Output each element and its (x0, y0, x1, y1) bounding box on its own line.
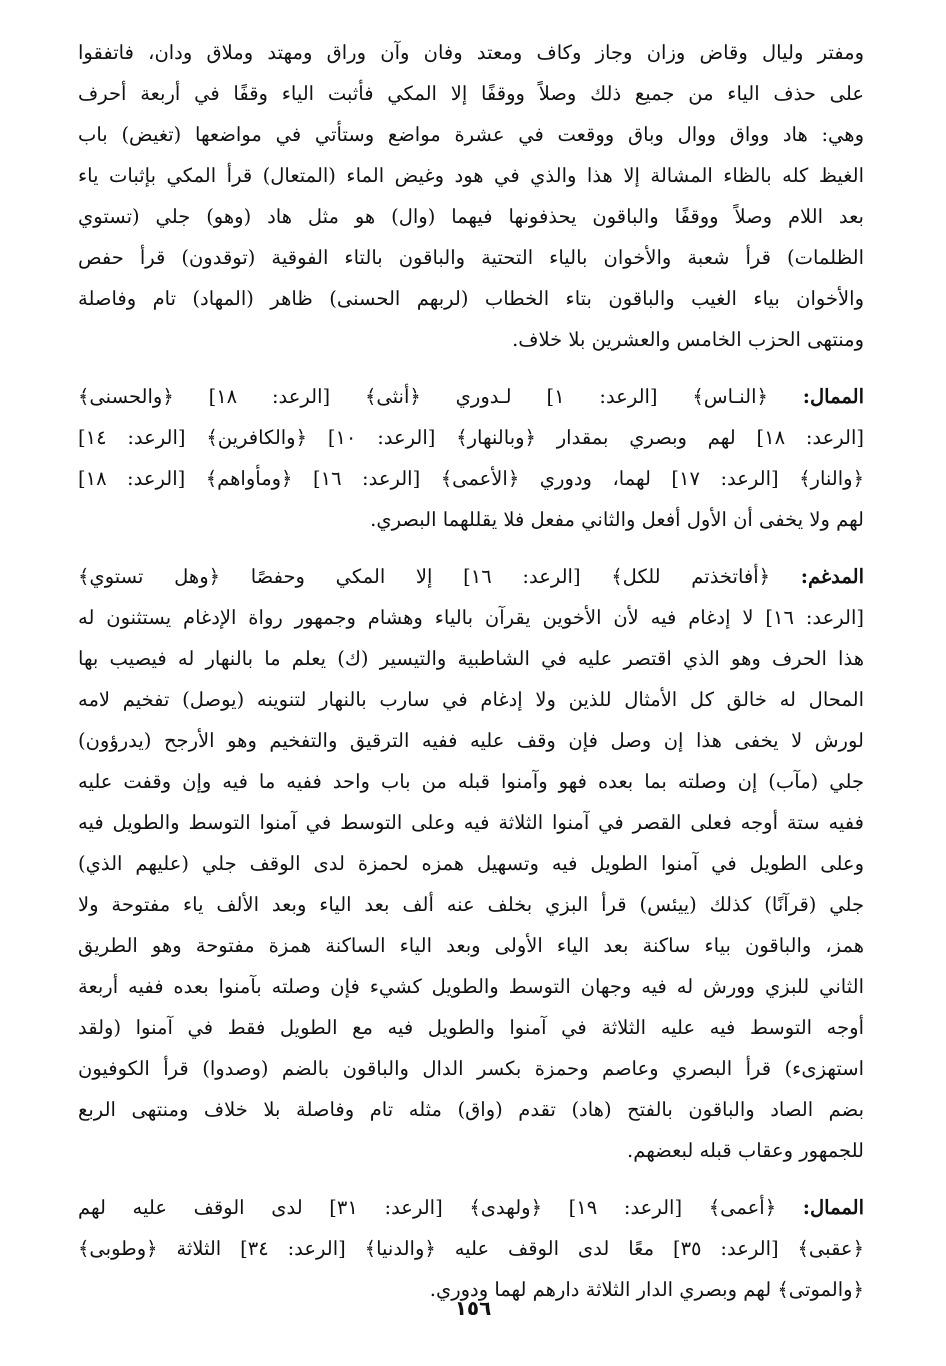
text-line: ﴿عقبى﴾ [الرعد: ٣٥] معًا لدى الوقف عليه ﴿والدنيا﴾ [الرعد: ٣٤] الثلاثة ﴿وطوبى﴾ (78, 1237, 864, 1260)
text-line: بضم الصاد والباقون بالفتح (هاد) تقدم (واق) مثله تام وفاصلة بلا خلاف ومنتهى الربع (78, 1098, 864, 1121)
text-line: لهم ولا يخفى أن الأول أفعل والثاني مفعل فلا يقللهما البصري. (370, 508, 864, 531)
text-line: ففيه ستة أوجه فعلى القصر في آمنوا الثلاثة فيه وعلى التوسط في آمنوا التوسط والطويل فيه (78, 811, 864, 834)
text-line (78, 376, 864, 417)
text-line: [الرعد: ١٨] لهم وبصري بمقدار ﴿وبالنهار﴾ [الرعد: ١٠] ﴿والكافرين﴾ [الرعد: ١٤] (78, 426, 864, 449)
text-line: على حذف الياء من جميع ذلك وصلاً ووقفًا إلا المكي فأثبت الياء وقفًا في أربعة أحرف (78, 82, 864, 105)
paragraph-mudgham (78, 556, 864, 1171)
text-line: للجمهور وعقاب قبله لبعضهم. (627, 1139, 864, 1162)
text-line: بعد اللام وصلاً ووقفًا والباقون يحذفونها فيهما (وال) هو مثل هاد (وهو) جلي (تستوي (78, 205, 864, 228)
text-line: والأخوان بياء الغيب والباقون بتاء الخطاب (لربهم الحسنى) ظاهر (المهاد) تام وفاصلة (78, 287, 864, 310)
text-line-content: ﴿أعمى﴾ [الرعد: ١٩] ﴿ولهدى﴾ [الرعد: ٣١] لدى الوقف عليه لهم (78, 1196, 777, 1219)
text-line-content: ﴿النـاس﴾ [الرعد: ١] لـدوري ﴿أنثى﴾ [الرعد: ١٨] ﴿والحسنى﴾ (78, 385, 768, 408)
text-line: هذا الحرف وهو الذي اقتصر عليه في الشاطبية والتيسير (ك) يعلم ما بالنهار له فيصيب بها (78, 647, 864, 670)
paragraph-mumal-1 (78, 376, 864, 540)
text-line: [الرعد: ١٦] لا إدغام فيه لأن الأخوين يقرآن بالياء وهشام وجمهور رواة الإدغام يستثنون له (78, 606, 864, 629)
text-line: المحال له خالق كل الأمثال للذين ولا إدغام في سارب بالنهار لتنوينه (يوصل) تفخيم لامه (78, 688, 864, 711)
text-line: ﴿والموتى﴾ لهم وبصري الدار الثلاثة دارهم لهما ودوري. (429, 1278, 864, 1301)
text-line: استهزىء) قرأ البصري وعاصم وحمزة بكسر الدال والباقون بالضم (وصدوا) قرأ الكوفيون (78, 1057, 864, 1080)
section-label: الممال: (802, 385, 864, 408)
text-line (78, 556, 864, 597)
text-line: الثاني للبزي وورش له فيه وجهان التوسط والطويل كشيء فإن وصلته بآمنوا بعده ففيه أربعة (78, 975, 864, 998)
text-line (78, 1187, 864, 1228)
section-label: الممال: (802, 1196, 864, 1219)
text-line: وهي: هاد وواق ووال وباق ووقعت في عشرة مواضع وستأتي في مواضعها (تغيض) باب (78, 123, 864, 146)
paragraph-mumal-2 (78, 1187, 864, 1310)
text-line: ومنتهى الحزب الخامس والعشرين بلا خلاف. (512, 328, 864, 351)
page-number: ١٥٦ (454, 1296, 492, 1320)
text-line: لورش لا يخفى هذا إن وصل فإن وقف عليه ففيه الترقيق والتفخيم وهو الأرجح (يدرؤون) (78, 729, 864, 752)
text-line: همز، والباقون بياء ساكنة بعد الياء الأولى وبعد الياء الساكنة همزة مفتوحة وهو الطريق (78, 934, 864, 957)
text-line: ومفتر وليال وقاض وزان وجاز وكاف ومعتد وفان وآن وراق ومهتد وملاق ودان، فاتفقوا (78, 41, 864, 64)
section-label: المدغم: (800, 565, 864, 588)
text-line: ﴿والنار﴾ [الرعد: ١٧] لهما، ودوري ﴿الأعمى﴾ [الرعد: ١٦] ﴿ومأواهم﴾ [الرعد: ١٨] (78, 467, 864, 490)
text-line: جلي (مآب) إن وصلته بما بعده فهو وآمنوا قبله من باب واحد ففيه ما فيه وإن وقفت عليه (78, 770, 864, 793)
text-line: الظلمات) قرأ شعبة والأخوان بالياء التحتية والباقون بالتاء الفوقية (توقدون) قرأ حفص (78, 246, 864, 269)
page-body (78, 32, 864, 1310)
text-line-content: ﴿أفاتخذتم للكل﴾ [الرعد: ١٦] إلا المكي وحفصًا ﴿وهل تستوي﴾ (78, 565, 771, 588)
text-line: وعلى الطويل في آمنوا الطويل فيه وتسهيل همزه لحمزة لدى الوقف جلي (عليهم الذي) (78, 852, 864, 875)
text-line: أوجه التوسط فيه عليه الثلاثة في آمنوا والطويل فيه مع الطويل فقط في آمنوا (ولقد (78, 1016, 864, 1039)
text-line: الغيظ كله بالظاء المشالة إلا هذا والذي في هود وغيض الماء (المتعال) قرأ المكي بإثبات ياء (78, 164, 864, 187)
paragraph-ra-d-readings (78, 32, 864, 360)
text-line: جلي (قرآنًا) كذلك (ييئس) قرأ البزي بخلف عنه ألف بعد الياء وبعد الألف ياء مفتوحة ولا (78, 893, 864, 916)
